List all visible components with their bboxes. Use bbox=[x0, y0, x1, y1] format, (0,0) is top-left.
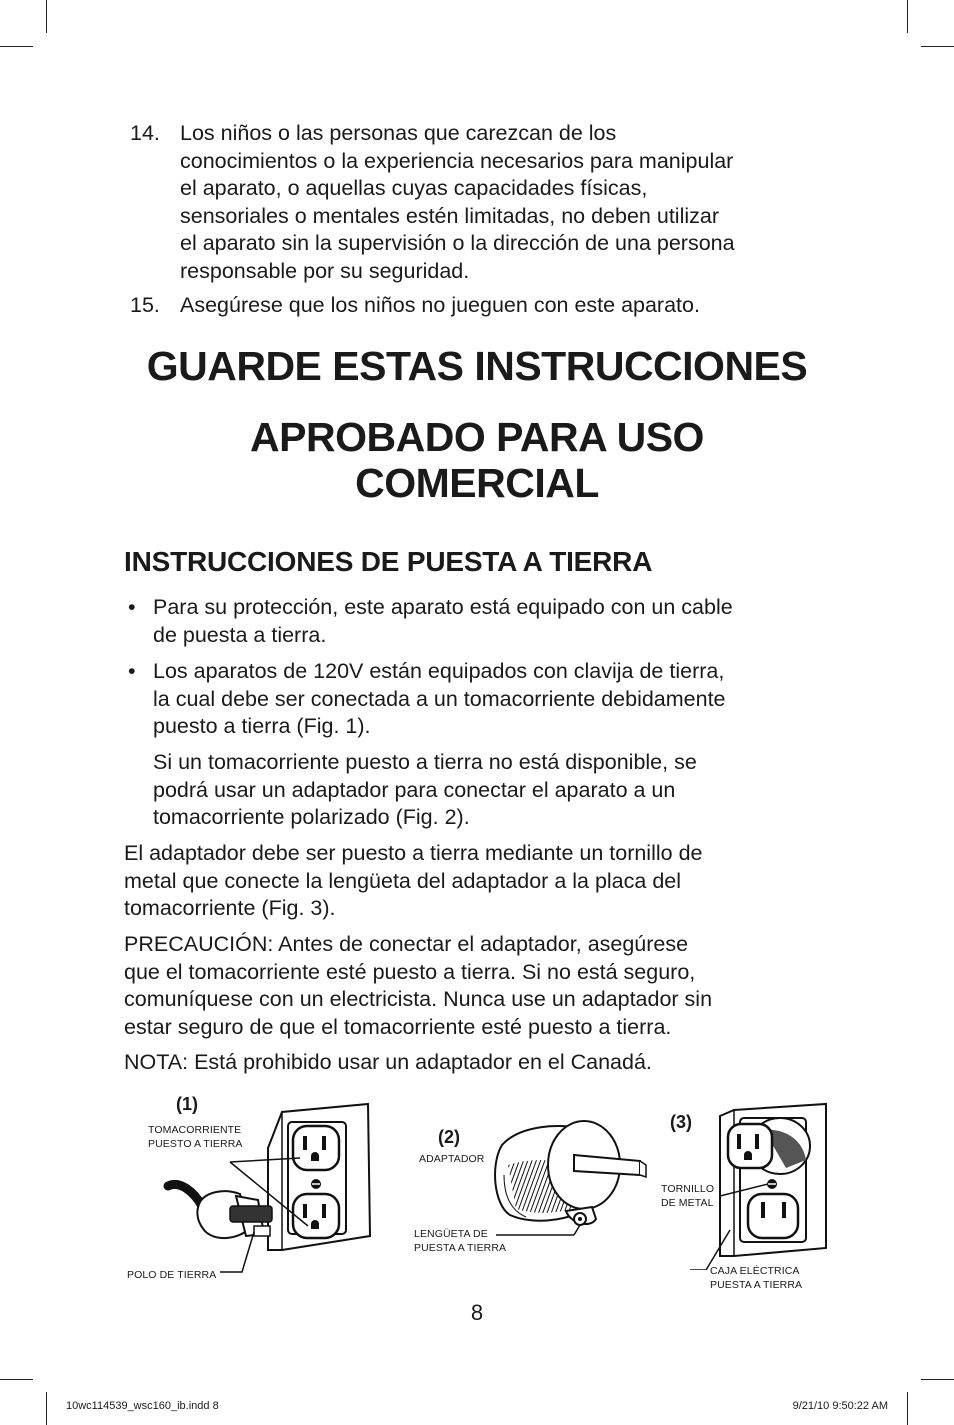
list-item bbox=[130, 120, 830, 285]
label-line: PUESTA A TIERRA bbox=[710, 1279, 803, 1291]
bullet-item bbox=[124, 658, 824, 741]
bullet-line: puesto a tierra (Fig. 1). bbox=[153, 714, 371, 738]
bullet-continuation bbox=[124, 749, 824, 832]
numbered-list bbox=[130, 120, 830, 320]
fig3-outlet-with-adapter-illustration bbox=[690, 1100, 840, 1270]
crop-mark bbox=[921, 1379, 954, 1380]
title-line: COMERCIAL bbox=[355, 460, 599, 506]
item-line: Los niños o las personas que carezcan de los bbox=[180, 121, 617, 145]
grounding-instructions-heading: INSTRUCCIONES DE PUESTA A TIERRA bbox=[124, 546, 653, 577]
adapter-paragraph bbox=[124, 840, 824, 923]
item-line: el aparato, o aquellas cuyas capacidades físicas, bbox=[180, 176, 648, 200]
bullet-line: Los aparatos de 120V están equipados con clavija de tierra, bbox=[153, 659, 725, 683]
item-line: responsable por su seguridad. bbox=[180, 258, 470, 283]
list-item bbox=[130, 292, 830, 320]
bullet-item bbox=[124, 594, 824, 649]
item-number: 14. bbox=[130, 121, 160, 145]
label-line: TORNILLO bbox=[661, 1183, 715, 1195]
file-slug: 10wc114539_wsc160_ib.indd 8 bbox=[66, 1400, 219, 1412]
fig1-ground-pin-label: POLO DE TIERRA bbox=[127, 1269, 217, 1281]
paragraph-line: estar seguro de que el tomacorriente esté puesto a tierra. bbox=[124, 1014, 672, 1039]
crop-mark bbox=[0, 1379, 33, 1380]
fig2-adapter-illustration bbox=[480, 1115, 660, 1245]
note-paragraph: NOTA: Está prohibido usar un adaptador en el Canadá. bbox=[124, 1050, 652, 1074]
paragraph-line: PRECAUCIÓN: Antes de conectar el adaptador, asegúrese bbox=[124, 932, 689, 956]
paragraph-line: que el tomacorriente esté puesto a tierra. Si no está seguro, bbox=[124, 959, 696, 984]
paragraph-line: metal que conecte la lengüeta del adaptador a la placa del bbox=[124, 868, 682, 893]
item-line: el aparato sin la supervisión o la dirección de una persona bbox=[180, 231, 735, 255]
paragraph-line: El adaptador debe ser puesto a tierra mediante un tornillo de bbox=[124, 841, 703, 865]
bullet-line: de puesta a tierra. bbox=[153, 622, 327, 647]
paragraph-line: tomacorriente (Fig. 3). bbox=[124, 896, 336, 920]
label-line: PUESTA A TIERRA bbox=[414, 1242, 507, 1254]
item-line: conocimientos o la experiencia necesarios para manipular bbox=[180, 148, 734, 173]
paragraph-line: comuníquese con un electricista. Nunca use un adaptador sin bbox=[124, 987, 713, 1011]
title-line: APROBADO PARA USO bbox=[250, 414, 704, 460]
fig3-label: (3) bbox=[670, 1112, 692, 1132]
label-line: DE METAL bbox=[661, 1197, 714, 1209]
fig1-grounded-outlet-illustration bbox=[150, 1100, 380, 1290]
timestamp-slug: 9/21/10 9:50:22 AM bbox=[792, 1400, 888, 1412]
item-line: Asegúrese que los niños no jueguen con este aparato. bbox=[180, 293, 700, 317]
bullet-line: Si un tomacorriente puesto a tierra no está disponible, se bbox=[153, 750, 697, 774]
bullet-line: Para su protección, este aparato está equipado con un cable bbox=[153, 595, 733, 619]
save-instructions-title: GUARDE ESTAS INSTRUCCIONES bbox=[146, 343, 808, 389]
label-line: CAJA ELÉCTRICA bbox=[710, 1265, 800, 1277]
label-line: PUESTO A TIERRA bbox=[148, 1138, 243, 1150]
bullet-line: podrá usar un adaptador para conectar el aparato a un bbox=[153, 777, 676, 802]
item-number: 15. bbox=[130, 293, 160, 317]
fig2-label: (2) bbox=[438, 1127, 460, 1147]
fig1-label: (1) bbox=[176, 1094, 198, 1114]
crop-mark bbox=[921, 46, 954, 47]
fig2-adapter-label: ADAPTADOR bbox=[419, 1153, 485, 1165]
item-line: sensoriales o mentales estén limitadas, no deben utilizar bbox=[180, 203, 719, 228]
crop-mark bbox=[907, 0, 908, 33]
commercial-use-title bbox=[0, 414, 954, 506]
label-line: LENGÜETA DE bbox=[414, 1228, 488, 1240]
page-number: 8 bbox=[470, 1300, 484, 1325]
bullet-mark: • bbox=[128, 595, 136, 619]
label-line: TOMACORRIENTE bbox=[148, 1124, 242, 1136]
crop-mark bbox=[0, 46, 33, 47]
crop-mark bbox=[46, 0, 47, 33]
caution-paragraph bbox=[124, 931, 824, 1041]
crop-mark bbox=[46, 1392, 47, 1425]
bullet-line: la cual debe ser conectada a un tomacorriente debidamente bbox=[153, 686, 726, 711]
crop-mark bbox=[907, 1392, 908, 1425]
bullet-line: tomacorriente polarizado (Fig. 2). bbox=[153, 805, 470, 829]
bullet-mark: • bbox=[128, 659, 136, 683]
